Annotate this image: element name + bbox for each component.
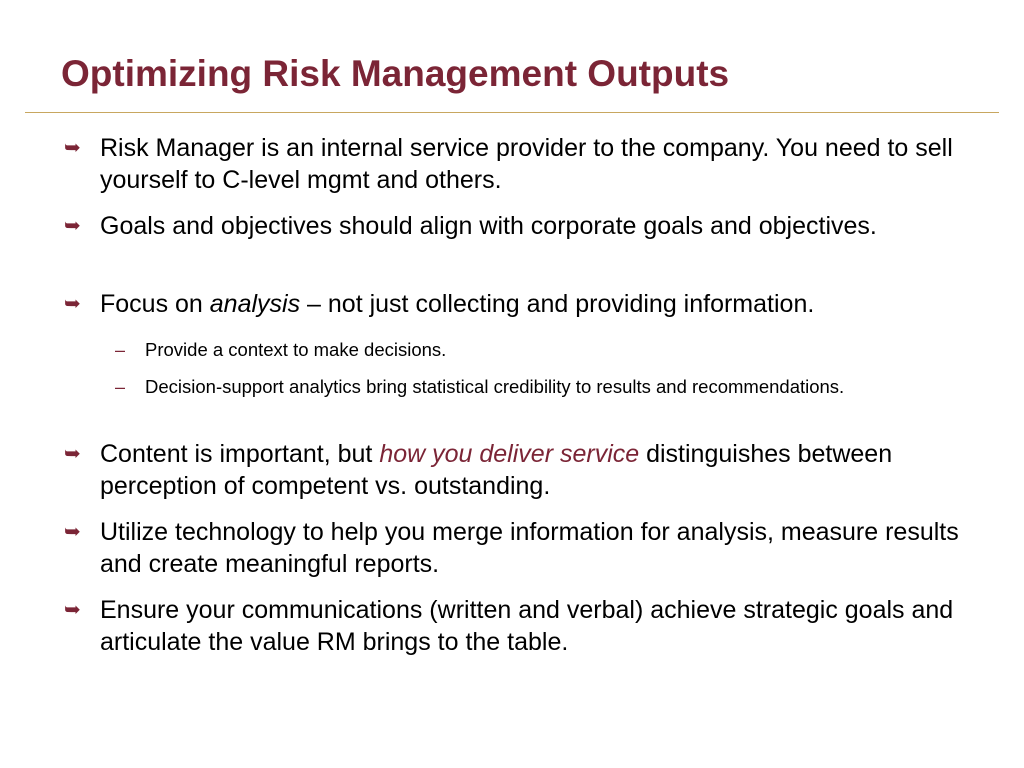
bullet-text: Risk Manager is an internal service provider to the company. You need to sell yourself to C-level mgmt and others.	[100, 134, 953, 194]
bullet-emphasis: analysis	[209, 290, 301, 318]
bullet-arrow-icon: ➥	[64, 293, 81, 315]
sub-bullet-text: Provide a context to make decisions.	[145, 339, 447, 360]
bullet-text-tail: – not just collecting and providing information.	[300, 290, 815, 318]
bullet-arrow-icon: ➥	[64, 443, 81, 465]
bullet-text-lead: Content is important, but	[100, 440, 380, 468]
bullet-text-tail: distinguishes between perception of competent vs. outstanding.	[100, 440, 893, 500]
bullet-text-lead: Focus on	[100, 290, 210, 318]
title-divider	[25, 112, 999, 113]
bullet-arrow-icon: ➥	[64, 599, 81, 621]
bullet-item-3	[64, 288, 980, 320]
bullet-emphasis: how you deliver service	[379, 440, 640, 468]
bullet-item-4	[64, 438, 980, 502]
bullet-item-1	[64, 132, 980, 196]
sub-bullet-text: Decision-support analytics bring statistical credibility to results and recommendations.	[145, 376, 845, 397]
bullet-text: Utilize technology to help you merge information for analysis, measure results and create meaningful reports.	[100, 518, 959, 578]
bullet-arrow-icon: ➥	[64, 137, 81, 159]
dash-icon: –	[115, 340, 126, 360]
bullet-text: Ensure your communications (written and verbal) achieve strategic goals and articulate the value RM brings to the table.	[100, 596, 954, 656]
sub-bullet-item-2	[115, 375, 905, 399]
bullet-text: Goals and objectives should align with corporate goals and objectives.	[100, 212, 877, 240]
bullet-item-2	[64, 210, 980, 242]
dash-icon: –	[115, 377, 126, 397]
bullet-item-6	[64, 594, 980, 658]
bullet-item-5	[64, 516, 980, 580]
bullet-arrow-icon: ➥	[64, 521, 81, 543]
slide-title: Optimizing Risk Management Outputs	[61, 53, 730, 94]
bullet-arrow-icon: ➥	[64, 215, 81, 237]
sub-bullet-item-1	[115, 338, 905, 362]
